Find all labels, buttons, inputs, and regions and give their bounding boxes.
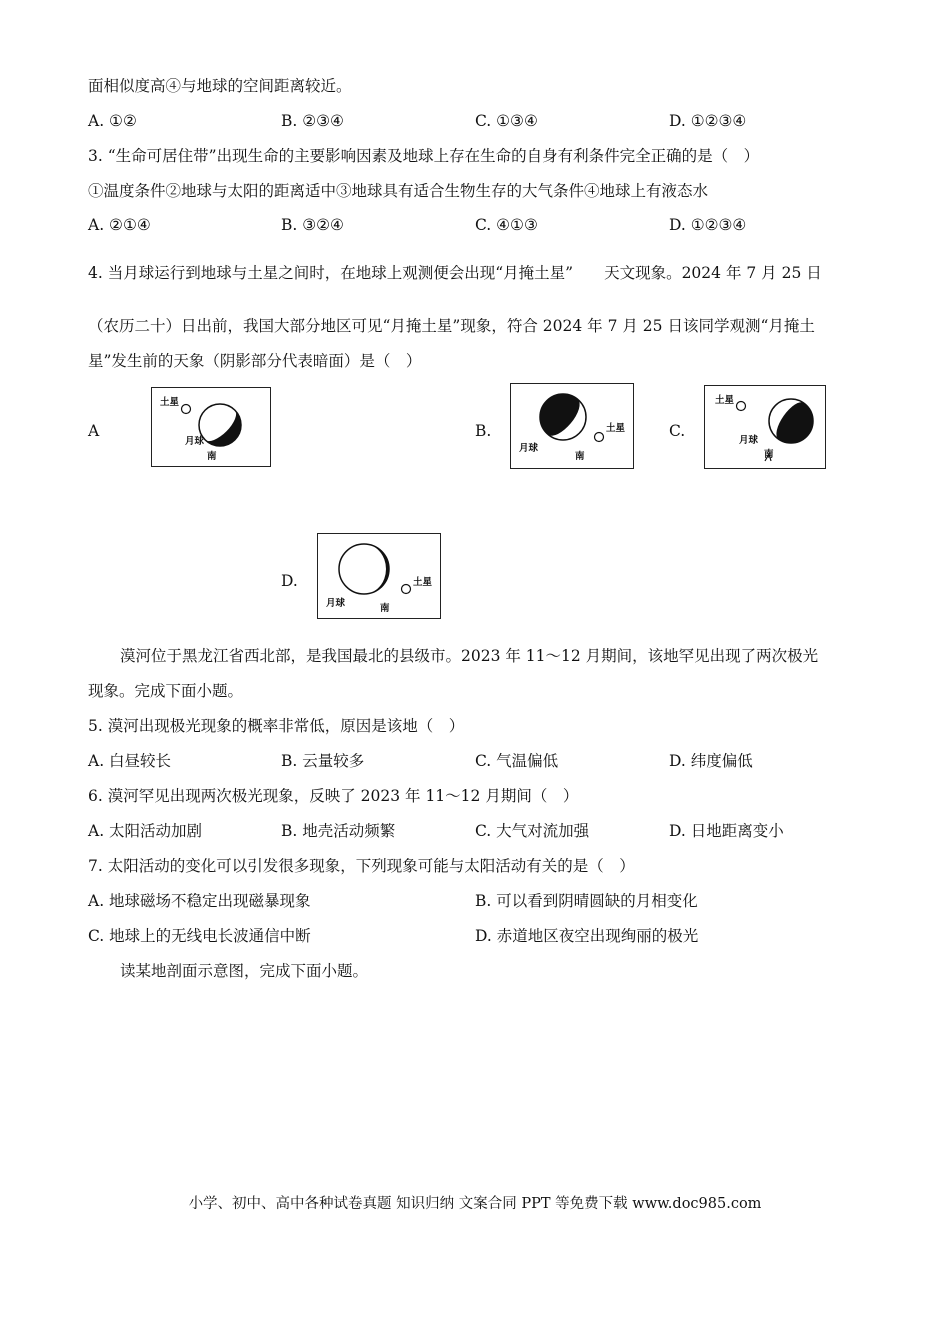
moon-label: 月球	[739, 435, 759, 446]
q7-stem: 7. 太阳活动的变化可以引发很多现象，下列现象可能与太阳活动有关的是（ ）	[88, 857, 635, 875]
q6-option-d: D. 日地距离变小	[669, 822, 784, 840]
moon-label: 月球	[326, 598, 346, 609]
figure-a-letter: A	[88, 422, 100, 440]
south-label: 南	[207, 451, 217, 462]
figure-d	[317, 533, 441, 619]
passage-line1: 漠河位于黑龙江省西北部，是我国最北的县级市。2023 年 11～12 月期间，该地罕见出现了两次极光	[120, 647, 819, 665]
q2-option-b: B. ②③④	[281, 112, 344, 130]
south-label: 南	[764, 449, 774, 460]
moon-label: 月球	[185, 436, 205, 447]
saturn-icon	[595, 433, 604, 442]
saturn-label: 土星	[413, 577, 433, 588]
saturn-label: 土星	[606, 423, 626, 434]
figure-b	[510, 383, 634, 469]
q3-stem: 3. “生命可居住带”出现生命的主要影响因素及地球上存在生命的自身有利条件完全正确的是（ ）	[88, 147, 760, 165]
q5-option-b: B. 云量较多	[281, 752, 365, 770]
q2-option-a: A. ①②	[88, 112, 137, 130]
q5-stem: 5. 漠河出现极光现象的概率非常低，原因是该地（ ）	[88, 717, 465, 735]
figure-c	[704, 385, 826, 469]
q5-option-a: A. 白昼较长	[88, 752, 172, 770]
figure-a	[151, 387, 271, 467]
q6-option-a: A. 太阳活动加剧	[88, 822, 203, 840]
q7-option-a: A. 地球磁场不稳定出现磁暴现象	[88, 892, 311, 910]
q5-option-d: D. 纬度偏低	[669, 752, 753, 770]
q2-tail-text: 面相似度高④与地球的空间距离较近。	[88, 77, 352, 95]
q5-option-c: C. 气温偏低	[475, 752, 559, 770]
q4-stem-line3: 星”发生前的天象（阴影部分代表暗面）是（ ）	[88, 352, 422, 370]
q2-option-c: C. ①③④	[475, 112, 538, 130]
q4-stem-line2: （农历二十）日出前，我国大部分地区可见“月掩土星”现象，符合 2024 年 7 月 25 日该同学观测“月掩土	[88, 317, 815, 335]
saturn-icon	[182, 405, 191, 414]
moon-label: 月球	[519, 443, 539, 454]
figure-d-letter: D.	[281, 572, 298, 590]
q3-option-b: B. ③②④	[281, 216, 344, 234]
south-label: 南	[380, 603, 390, 614]
q6-option-b: B. 地壳活动频繁	[281, 822, 396, 840]
passage-line2: 现象。完成下面小题。	[88, 682, 244, 700]
next-section-intro: 读某地剖面示意图，完成下面小题。	[120, 962, 369, 980]
q3-option-c: C. ④①③	[475, 216, 538, 234]
q7-option-c: C. 地球上的无线电长波通信中断	[88, 927, 311, 945]
q2-option-d: D. ①②③④	[669, 112, 747, 130]
q7-option-d: D. 赤道地区夜空出现绚丽的极光	[475, 927, 699, 945]
figure-c-letter: C.	[669, 422, 686, 440]
q3-conditions: ①温度条件②地球与太阳的距离适中③地球具有适合生物生存的大气条件④地球上有液态水	[88, 182, 709, 200]
q6-stem: 6. 漠河罕见出现两次极光现象，反映了 2023 年 11～12 月期间（ ）	[88, 787, 579, 805]
q3-option-a: A. ②①④	[88, 216, 151, 234]
page-footer: 小学、初中、高中各种试卷真题 知识归纳 文案合同 PPT 等免费下载 www.doc985.com	[188, 1196, 762, 1212]
saturn-label: 土星	[715, 395, 735, 406]
saturn-icon	[402, 585, 411, 594]
saturn-label: 土星	[160, 397, 180, 408]
q4-stem-line1: 4. 当月球运行到地球与土星之间时，在地球上观测便会出现“月掩土星” 天文现象。2024 年 7 月 25 日	[88, 264, 822, 282]
q6-option-c: C. 大气对流加强	[475, 822, 590, 840]
q3-option-d: D. ①②③④	[669, 216, 747, 234]
q7-option-b: B. 可以看到阴晴圆缺的月相变化	[475, 892, 698, 910]
figure-b-letter: B.	[475, 422, 492, 440]
south-label: 南	[575, 451, 585, 462]
saturn-icon	[737, 402, 746, 411]
